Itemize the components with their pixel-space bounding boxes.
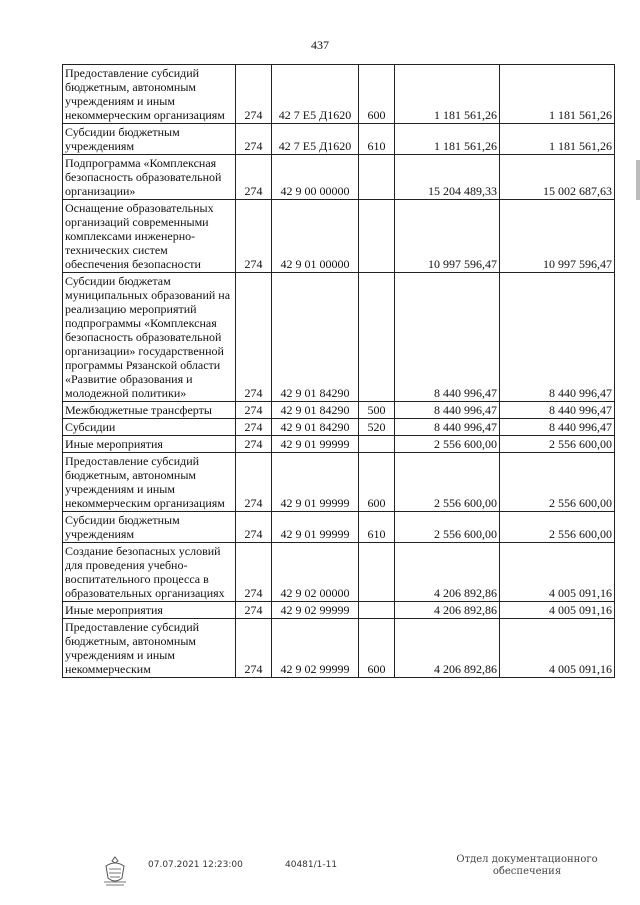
table-row	[63, 200, 615, 273]
row-code-cell: 274	[236, 419, 272, 436]
row-name-cell: Создание безопасных условий для проведения учебно-воспитательного процесса в образовательных организациях	[63, 543, 236, 602]
row-amount-2022-cell: 10 997 596,47	[500, 200, 615, 273]
row-vr-cell: 500	[359, 402, 395, 419]
row-code-cell: 274	[236, 602, 272, 619]
row-code-cell: 274	[236, 200, 272, 273]
table-row	[63, 124, 615, 155]
row-code-cell: 274	[236, 273, 272, 402]
row-vr-cell: 610	[359, 512, 395, 543]
row-code-cell: 274	[236, 453, 272, 512]
table-row	[63, 543, 615, 602]
row-vr-cell	[359, 543, 395, 602]
row-vr-cell	[359, 273, 395, 402]
table-row	[63, 436, 615, 453]
row-csr-cell: 42 7 E5 Д1620	[272, 124, 359, 155]
row-amount-2022-cell: 4 005 091,16	[500, 619, 615, 678]
row-amount-2022-cell: 2 556 600,00	[500, 436, 615, 453]
row-csr-cell: 42 9 00 00000	[272, 155, 359, 200]
table-row	[63, 419, 615, 436]
document-id: 40481/1-11	[285, 860, 338, 870]
row-amount-2021-cell: 4 206 892,86	[395, 619, 500, 678]
row-amount-2021-cell: 2 556 600,00	[395, 436, 500, 453]
row-code-cell: 274	[236, 543, 272, 602]
table-row	[63, 512, 615, 543]
row-code-cell: 274	[236, 155, 272, 200]
row-csr-cell: 42 9 02 00000	[272, 543, 359, 602]
department-stamp: Отдел документационного обеспечения	[456, 854, 598, 877]
row-vr-cell: 600	[359, 619, 395, 678]
table-row	[63, 155, 615, 200]
table-row	[63, 602, 615, 619]
row-amount-2021-cell: 8 440 996,47	[395, 273, 500, 402]
row-csr-cell: 42 9 01 99999	[272, 436, 359, 453]
row-vr-cell	[359, 602, 395, 619]
row-amount-2022-cell: 15 002 687,63	[500, 155, 615, 200]
row-amount-2022-cell: 2 556 600,00	[500, 453, 615, 512]
row-amount-2022-cell: 1 181 561,26	[500, 124, 615, 155]
row-amount-2021-cell: 8 440 996,47	[395, 402, 500, 419]
row-name-cell: Предоставление субсидий бюджетным, автономным учреждениям и иным некоммерческим организациям	[63, 65, 236, 124]
budget-table	[62, 64, 615, 678]
row-vr-cell	[359, 200, 395, 273]
row-amount-2021-cell: 10 997 596,47	[395, 200, 500, 273]
row-amount-2022-cell: 1 181 561,26	[500, 65, 615, 124]
row-name-cell: Субсидии бюджетным учреждениям	[63, 512, 236, 543]
row-csr-cell: 42 9 01 84290	[272, 273, 359, 402]
row-amount-2022-cell: 4 005 091,16	[500, 543, 615, 602]
row-csr-cell: 42 9 01 99999	[272, 512, 359, 543]
row-vr-cell	[359, 436, 395, 453]
page-number: 437	[311, 38, 329, 52]
row-vr-cell: 600	[359, 65, 395, 124]
table-row	[63, 273, 615, 402]
row-amount-2022-cell: 8 440 996,47	[500, 402, 615, 419]
row-amount-2021-cell: 15 204 489,33	[395, 155, 500, 200]
row-name-cell: Иные мероприятия	[63, 436, 236, 453]
row-vr-cell: 610	[359, 124, 395, 155]
row-name-cell: Субсидии бюджетным учреждениям	[63, 124, 236, 155]
page-footer	[0, 854, 640, 894]
coat-of-arms-icon	[98, 854, 132, 891]
table-row	[63, 65, 615, 124]
row-name-cell: Предоставление субсидий бюджетным, автономным учреждениям и иным некоммерческим организациям	[63, 453, 236, 512]
row-amount-2021-cell: 4 206 892,86	[395, 543, 500, 602]
row-code-cell: 274	[236, 402, 272, 419]
row-amount-2021-cell: 1 181 561,26	[395, 124, 500, 155]
budget-table-body	[63, 65, 615, 678]
print-timestamp: 07.07.2021 12:23:00	[148, 860, 243, 870]
row-csr-cell: 42 9 02 99999	[272, 619, 359, 678]
row-csr-cell: 42 9 02 99999	[272, 602, 359, 619]
row-name-cell: Межбюджетные трансферты	[63, 402, 236, 419]
row-vr-cell: 520	[359, 419, 395, 436]
row-amount-2021-cell: 8 440 996,47	[395, 419, 500, 436]
row-name-cell: Субсидии	[63, 419, 236, 436]
scan-margin-mark	[636, 160, 640, 200]
row-code-cell: 274	[236, 512, 272, 543]
row-code-cell: 274	[236, 65, 272, 124]
row-csr-cell: 42 7 E5 Д1620	[272, 65, 359, 124]
row-csr-cell: 42 9 01 84290	[272, 419, 359, 436]
row-amount-2021-cell: 2 556 600,00	[395, 512, 500, 543]
table-row	[63, 619, 615, 678]
row-vr-cell	[359, 155, 395, 200]
row-code-cell: 274	[236, 124, 272, 155]
row-amount-2021-cell: 1 181 561,26	[395, 65, 500, 124]
row-csr-cell: 42 9 01 99999	[272, 453, 359, 512]
table-row	[63, 402, 615, 419]
row-amount-2022-cell: 2 556 600,00	[500, 512, 615, 543]
row-code-cell: 274	[236, 436, 272, 453]
row-name-cell: Субсидии бюджетам муниципальных образований на реализацию мероприятий подпрограммы «Комплексная безопасность образовательной организации» государственной программы Рязанской области «Развитие образования и молодежной политики»	[63, 273, 236, 402]
row-csr-cell: 42 9 01 84290	[272, 402, 359, 419]
table-row	[63, 453, 615, 512]
row-amount-2022-cell: 8 440 996,47	[500, 273, 615, 402]
row-name-cell: Оснащение образовательных организаций современными комплексами инженерно-технических систем обеспечения безопасности	[63, 200, 236, 273]
row-amount-2022-cell: 8 440 996,47	[500, 419, 615, 436]
row-name-cell: Иные мероприятия	[63, 602, 236, 619]
row-amount-2021-cell: 4 206 892,86	[395, 602, 500, 619]
row-name-cell: Подпрограмма «Комплексная безопасность образовательной организации»	[63, 155, 236, 200]
row-code-cell: 274	[236, 619, 272, 678]
row-amount-2021-cell: 2 556 600,00	[395, 453, 500, 512]
row-amount-2022-cell: 4 005 091,16	[500, 602, 615, 619]
row-csr-cell: 42 9 01 00000	[272, 200, 359, 273]
row-name-cell: Предоставление субсидий бюджетным, автономным учреждениям и иным некоммерческим	[63, 619, 236, 678]
row-vr-cell: 600	[359, 453, 395, 512]
